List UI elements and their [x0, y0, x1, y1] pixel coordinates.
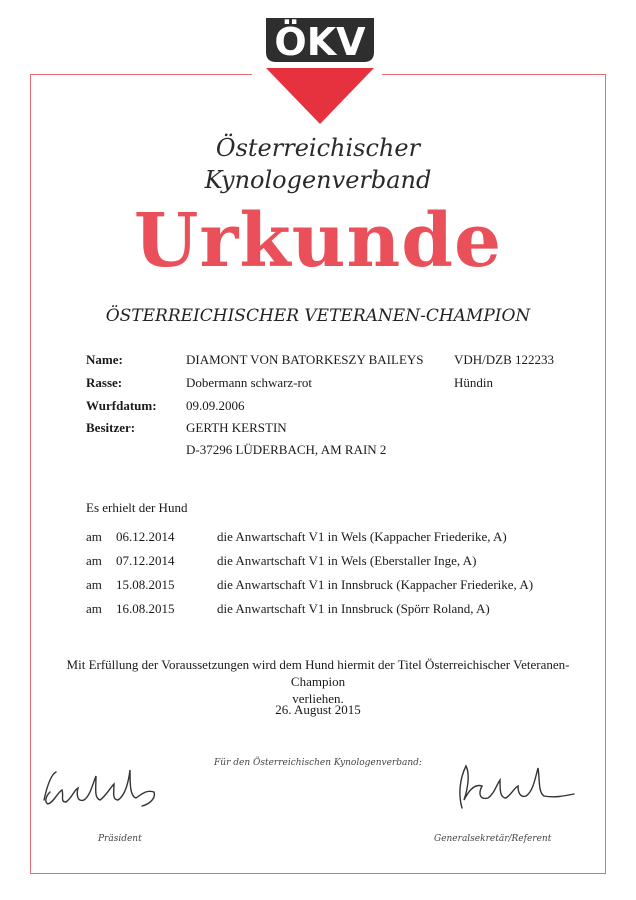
award-row-description: die Anwartschaft V1 in	[217, 553, 338, 568]
sex-value: Hündin	[454, 375, 493, 390]
certificate-border	[30, 74, 606, 874]
president-signature	[38, 762, 178, 812]
award-title: ÖSTERREICHISCHER VETERANEN-CHAMPION	[105, 306, 531, 326]
owner-label: Besitzer:	[86, 420, 136, 435]
document-title: Urkunde	[133, 198, 503, 284]
closing-statement	[40, 656, 596, 707]
closing-line2: verliehen.	[292, 691, 344, 706]
dog-name: DIAMONT VON BATORKESZY BAILEYS	[186, 352, 424, 367]
president-title: Präsident	[98, 834, 142, 844]
registry-number: VDH/DZB 122233	[454, 352, 555, 367]
breed-value: Dobermann schwarz-rot	[186, 375, 312, 390]
award-row-place: Wels (Kappacher Friederike, A)	[341, 529, 507, 544]
logo-text: ÖKV	[274, 20, 366, 64]
award-row-date: 07.12.2014	[116, 553, 175, 568]
award-row-prefix: am	[86, 577, 102, 592]
organization-name-line1: Österreichischer	[215, 134, 421, 162]
award-row-description: die Anwartschaft V1 in	[217, 601, 338, 616]
okv-logo	[262, 14, 378, 126]
award-row-place: Wels (Eberstaller Inge, A)	[341, 553, 477, 568]
award-row-date: 16.08.2015	[116, 601, 175, 616]
name-label: Name:	[86, 352, 123, 367]
award-row-prefix: am	[86, 601, 102, 616]
award-row-place: Innsbruck (Spörr Roland, A)	[341, 601, 490, 616]
secretary-signature	[448, 758, 578, 818]
issue-date: 26. August 2015	[275, 702, 361, 717]
owner-address: D-37296 LÜDERBACH, AM RAIN 2	[186, 442, 387, 457]
birth-date: 09.09.2006	[186, 398, 245, 413]
owner-name: GERTH KERSTIN	[186, 420, 287, 435]
awards-intro: Es erhielt der Hund	[86, 500, 188, 515]
award-row-description: die Anwartschaft V1 in	[217, 577, 338, 592]
award-row-date: 06.12.2014	[116, 529, 175, 544]
breed-label: Rasse:	[86, 375, 123, 390]
issuer-line: Für den Österreichischen Kynologenverband:	[214, 758, 422, 768]
award-row-prefix: am	[86, 553, 102, 568]
award-row-place: Innsbruck (Kappacher Friederike, A)	[341, 577, 534, 592]
secretary-title: Generalsekretär/Referent	[434, 834, 552, 844]
birth-label: Wurfdatum:	[86, 398, 157, 413]
award-row-date: 15.08.2015	[116, 577, 175, 592]
closing-line1: Mit Erfüllung der Voraussetzungen wird dem Hund hiermit der Titel Österreichischer Veteranen-Champion	[66, 657, 570, 689]
award-row-prefix: am	[86, 529, 102, 544]
organization-name-line2: Kynologenverband	[204, 166, 432, 194]
award-row-description: die Anwartschaft V1 in	[217, 529, 338, 544]
